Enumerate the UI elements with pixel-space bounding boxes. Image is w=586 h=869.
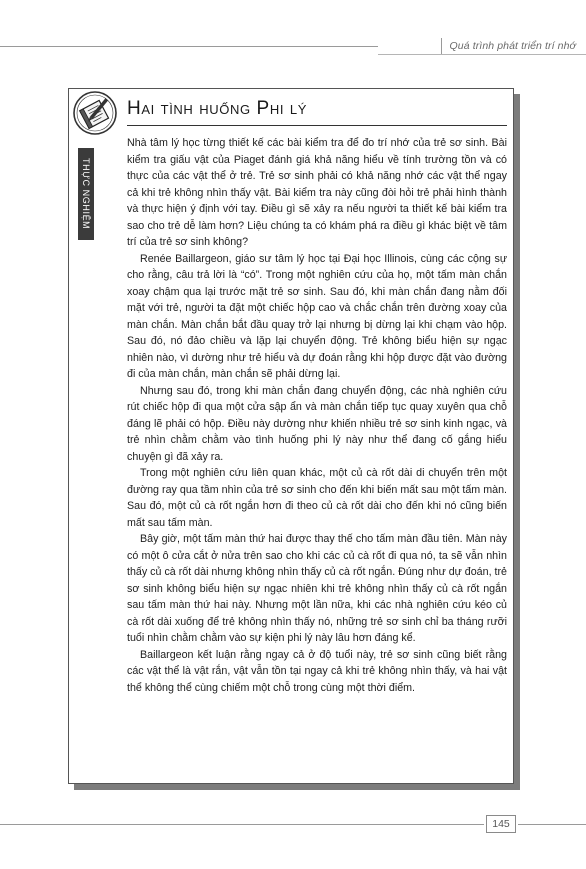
running-header-title: Quá trình phát triển trí nhớ (441, 38, 576, 54)
footer-rule-right (518, 824, 586, 825)
box-body (127, 135, 507, 696)
header-rule (0, 46, 378, 47)
paragraph: Bây giờ, một tấm màn thứ hai được thay thế cho tấm màn đầu tiên. Màn này có một ô cửa cắt ở nửa trên sao cho khi các củ cà rốt đi qua nó, ta sẽ vẫn nhìn thấy củ cà rốt dài nhưng không nhìn thấy củ cà rốt ngắn. Đúng như dự đoán, trẻ sơ sinh không biểu hiện sự ngạc nhiên khi trẻ không nhìn thấy củ cà rốt ngắn sau tấm màn thứ hai này. Nhưng một lần nữa, khi các nhà nghiên cứu kéo củ cà rốt dài xuống để trẻ không nhìn thấy nó, những trẻ sơ sinh chỉ ba tháng rưỡi tuổi nhìn chằm chằm vào sự kiện phi lý này lâu hơn đáng kể. (127, 533, 507, 644)
side-tab-text: THỰC NGHIỆM (81, 158, 91, 230)
box-title: Hai tình huống Phi lý (127, 98, 308, 119)
page-number: 145 (486, 815, 516, 833)
book-pen-icon (72, 90, 118, 136)
side-tab-label (78, 148, 94, 240)
footer-rule (0, 824, 484, 825)
paragraph: Renée Baillargeon, giáo sư tâm lý học tại Đại học Illinois, cùng các cộng sự cho rằng, câu trả lời là “có”. Trong một nghiên cứu của họ, một tấm màn chắn xoay chậm qua lại trước mặt trẻ sơ sinh. Sau đó, khi màn chắn đang nằm đối mặt với trẻ, người ta đặt một chiếc hộp cao và chắc chắn trên đường xoay của màn chắn. Màn chắn bắt đầu quay trở lại nhưng bị dừng lại khi chạm vào hộp. Sau đó, nó đảo chiều và lặp lại chuyển động. Trẻ không biểu hiện sự ngạc nhiên nào, vì dường như trẻ hiểu và dự đoán rằng khi hộp được đặt vào đường đi của màn chắn, màn chắn sẽ phải dừng lại. (127, 252, 507, 380)
header-underline (378, 54, 586, 55)
paragraph: Trong một nghiên cứu liên quan khác, một củ cà rốt dài di chuyển trên một đường ray qua tầm nhìn của trẻ sơ sinh cho đến khi biến mất sau một tấm màn. Sau đó, một củ cà rốt ngắn hơn đi theo củ cà rốt dài cho đến khi nó cũng biến mất sau tấm màn. (127, 467, 507, 529)
title-rule (127, 125, 507, 126)
paragraph: Baillargeon kết luận rằng ngay cả ở độ tuổi này, trẻ sơ sinh cũng biết rằng các vật thể là vật rắn, vật vẫn tồn tại ngay cả khi trẻ không nhìn thấy, và hai vật thể không thể cùng chiếm một chỗ trong cùng một thời điểm. (127, 648, 507, 694)
paragraph: Nhưng sau đó, trong khi màn chắn đang chuyển động, các nhà nghiên cứu rút chiếc hộp đi qua một cửa sập ẩn và màn chắn tiếp tục quay xuyên qua chỗ đáng lẽ phải có hộp. Điều này dường như khiến nhiều trẻ sơ sinh kinh ngạc, và trẻ nhìn chằm chằm vào tình huống phi lý này như thể đang cố gắng hiểu chuyện gì đã xảy ra. (127, 384, 507, 463)
paragraph: Nhà tâm lý học từng thiết kế các bài kiểm tra để đo trí nhớ của trẻ sơ sinh. Bài kiểm tra giấu vật của Piaget đánh giá khả năng hiểu về tính trường tồn và có thực của các vật thể ở trẻ. Trẻ sơ sinh phải có khả năng nhớ các vật thể ngay cả khi trẻ không nhìn thấy vật. Bài kiểm tra này cũng đòi hỏi trẻ phải hình thành và thực hiện ý định với tay. Điều gì sẽ xảy ra nếu người ta thiết kế bài kiểm tra sao cho trẻ dễ làm hơn? Liệu chúng ta có khám phá ra điều gì khác biệt về tâm trí của trẻ sơ sinh không? (127, 137, 507, 248)
